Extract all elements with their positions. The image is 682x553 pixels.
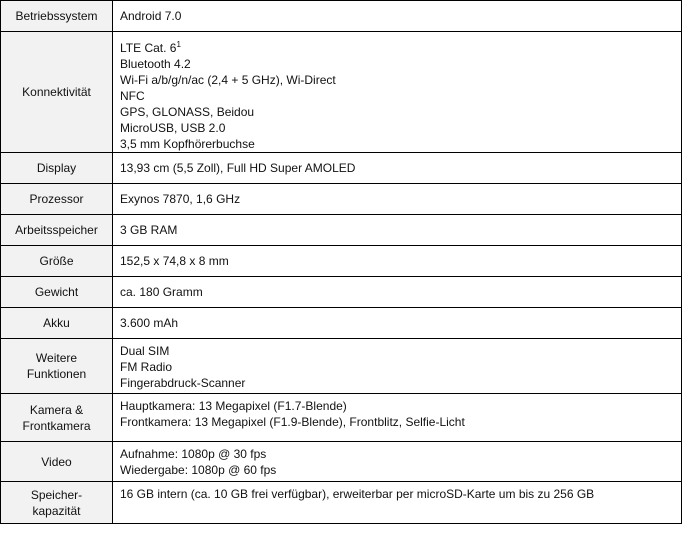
row-value: Exynos 7870, 1,6 GHz xyxy=(113,184,682,215)
row-label: Arbeitsspeicher xyxy=(1,215,113,246)
table-row xyxy=(1,482,682,524)
row-label: Kamera & Frontkamera xyxy=(1,394,113,442)
row-value: 16 GB intern (ca. 10 GB frei verfügbar), erweiterbar per microSD-Karte um bis zu 256 GB xyxy=(113,482,682,524)
table-row xyxy=(1,153,682,184)
row-label: Prozessor xyxy=(1,184,113,215)
row-value: Dual SIM FM Radio Fingerabdruck-Scanner xyxy=(113,339,682,394)
table-row xyxy=(1,32,682,153)
row-label: Größe xyxy=(1,246,113,277)
row-value: Android 7.0 xyxy=(113,1,682,32)
table-row xyxy=(1,1,682,32)
row-value: 13,93 cm (5,5 Zoll), Full HD Super AMOLED xyxy=(113,153,682,184)
footnote-marker: 1 xyxy=(176,40,181,49)
value-line-lte: LTE Cat. 6$^1$ xyxy=(120,40,181,55)
row-label: Konnektivität xyxy=(1,32,113,153)
row-label: Display xyxy=(1,153,113,184)
row-value: ca. 180 Gramm xyxy=(113,277,682,308)
row-value: LTE Cat. 6$^1$ Bluetooth 4.2 Wi-Fi a/b/g/n/ac (2,4 + 5 GHz), Wi-Direct NFC GPS, GLONASS, Beidou MicroUSB, USB 2.0 3,5 mm Kopfhörerbuchse xyxy=(113,32,682,153)
row-label: Weitere Funktionen xyxy=(1,339,113,394)
table-row xyxy=(1,215,682,246)
row-value: Aufnahme: 1080p @ 30 fps Wiedergabe: 1080p @ 60 fps xyxy=(113,442,682,482)
row-label: Betriebssystem xyxy=(1,1,113,32)
row-value: 3.600 mAh xyxy=(113,308,682,339)
table-row xyxy=(1,277,682,308)
table-row xyxy=(1,246,682,277)
row-value: Hauptkamera: 13 Megapixel (F1.7-Blende) Frontkamera: 13 Megapixel (F1.9-Blende), Frontblitz, Selfie-Licht xyxy=(113,394,682,442)
table-row xyxy=(1,308,682,339)
table-row xyxy=(1,339,682,394)
row-label: Akku xyxy=(1,308,113,339)
table-row xyxy=(1,394,682,442)
row-value: 3 GB RAM xyxy=(113,215,682,246)
row-value: 152,5 x 74,8 x 8 mm xyxy=(113,246,682,277)
row-label: Gewicht xyxy=(1,277,113,308)
table-row xyxy=(1,442,682,482)
table-row xyxy=(1,184,682,215)
row-label: Speicher- kapazität xyxy=(1,482,113,524)
row-label: Video xyxy=(1,442,113,482)
